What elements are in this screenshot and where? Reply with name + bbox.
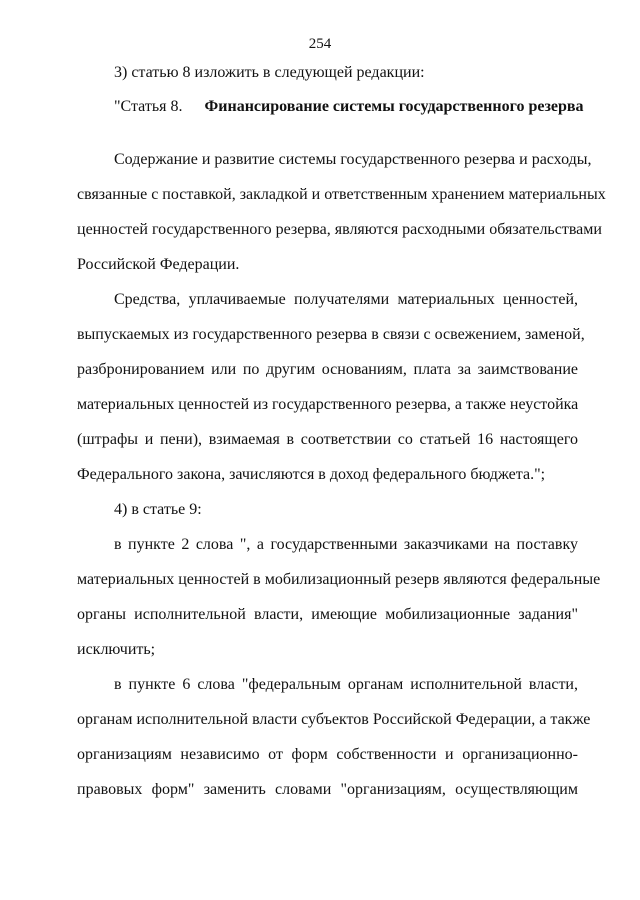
paragraph-1-line-1: Содержание и развитие системы государственного резерва и расходы, [114, 151, 592, 168]
paragraph-4-line-3: организациям независимо от форм собственности и организационно- [77, 746, 578, 763]
article-heading [114, 97, 584, 117]
article-label: "Статья 8. [114, 98, 183, 115]
paragraph-3-line-4: исключить; [77, 641, 156, 658]
item-3-line: 3) статью 8 изложить в следующей редакции: [114, 64, 425, 81]
paragraph-2-line-2: выпускаемых из государственного резерва в связи с освежением, заменой, [77, 326, 585, 343]
paragraph-1-line-2: связанные с поставкой, закладкой и ответственным хранением материальных [77, 186, 606, 203]
paragraph-1-line-3: ценностей государственного резерва, являются расходными обязательствами [77, 221, 602, 238]
paragraph-2-line-1: Средства, уплачиваемые получателями материальных ценностей, [114, 291, 578, 308]
paragraph-2-line-4: материальных ценностей из государственного резерва, а также неустойка [77, 396, 579, 413]
paragraph-1-line-4: Российской Федерации. [77, 256, 240, 273]
paragraph-3-line-3: органы исполнительной власти, имеющие мобилизационные задания" [77, 606, 578, 623]
paragraph-2-line-6: Федерального закона, зачисляются в доход федерального бюджета."; [77, 466, 546, 483]
paragraph-3-line-2: материальных ценностей в мобилизационный резерв являются федеральные [77, 571, 601, 588]
paragraph-2-line-5: (штрафы и пени), взимаемая в соответствии со статьей 16 настоящего [77, 431, 578, 448]
article-title: Финансирование системы государственного резерва [204, 98, 584, 115]
paragraph-3-line-1: в пункте 2 слова ", а государственными заказчиками на поставку [114, 536, 578, 553]
item-4-line: 4) в статье 9: [114, 501, 202, 518]
paragraph-4-line-1: в пункте 6 слова "федеральным органам исполнительной власти, [114, 676, 578, 693]
paragraph-4-line-4: правовых форм" заменить словами "организациям, осуществляющим [77, 781, 578, 798]
paragraph-2-line-3: разбронированием или по другим основаниям, плата за заимствование [77, 361, 578, 378]
paragraph-4-line-2: органам исполнительной власти субъектов Российской Федерации, а также [77, 711, 591, 728]
page-number: 254 [308, 36, 332, 52]
